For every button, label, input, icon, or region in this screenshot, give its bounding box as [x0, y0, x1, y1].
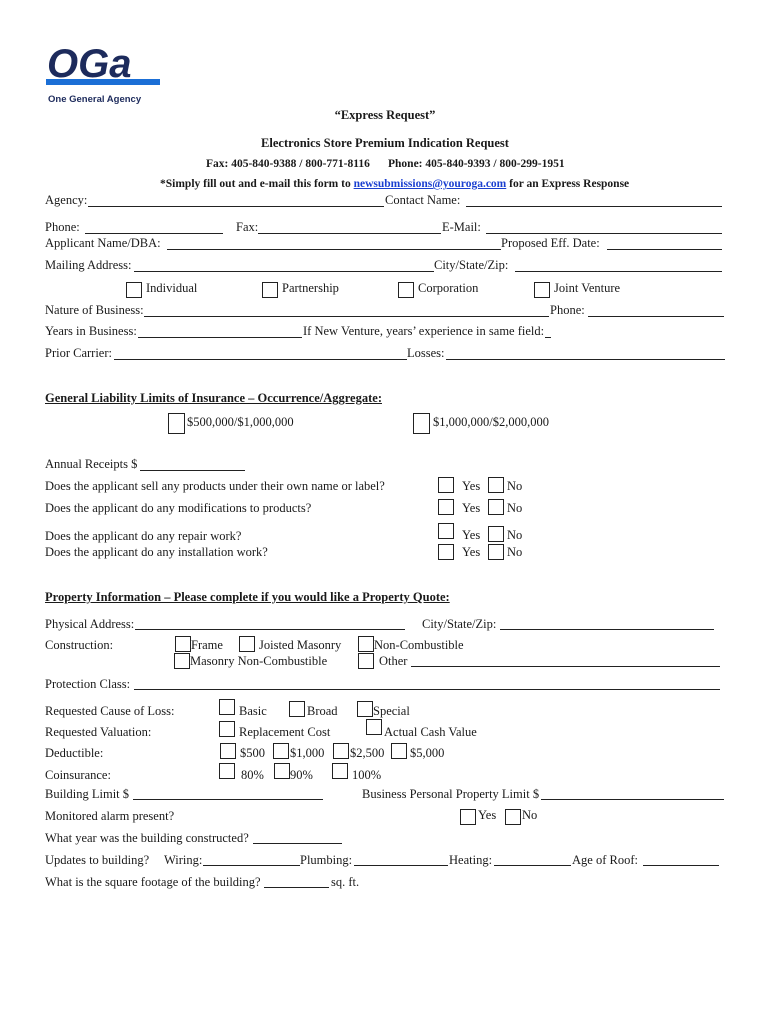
- repair-no-label: No: [507, 528, 523, 542]
- coinsurance-80-checkbox[interactable]: [219, 763, 235, 779]
- own-label-no-checkbox[interactable]: [488, 477, 504, 493]
- basic-checkbox[interactable]: [219, 699, 235, 715]
- email-label: E-Mail:: [442, 220, 481, 234]
- corporation-checkbox[interactable]: [398, 282, 414, 298]
- proposed-eff-date-field[interactable]: [607, 249, 722, 250]
- non-combustible-label: Non-Combustible: [374, 638, 464, 652]
- oga-logo: [46, 44, 160, 90]
- joint-venture-label: Joint Venture: [554, 281, 621, 295]
- phone-field[interactable]: [85, 233, 223, 234]
- agency-label: Agency:: [45, 193, 88, 207]
- logo-text: OGa: [47, 44, 132, 86]
- other-label: Other: [379, 654, 408, 668]
- question-own-label: Does the applicant sell any products under their own name or label?: [45, 479, 385, 493]
- plumbing-field[interactable]: [354, 865, 448, 866]
- coinsurance-90-label: 90%: [290, 768, 313, 782]
- applicant-name-label: Applicant Name/DBA:: [45, 236, 161, 250]
- actual-cash-value-checkbox[interactable]: [366, 719, 382, 735]
- non-combustible-checkbox[interactable]: [358, 636, 374, 652]
- cause-of-loss-label: Requested Cause of Loss:: [45, 704, 175, 718]
- instruction-line: [160, 177, 629, 191]
- nature-of-business-label: Nature of Business:: [45, 303, 144, 317]
- years-in-business-label: Years in Business:: [45, 324, 137, 338]
- logo-subtitle: One General Agency: [48, 94, 142, 105]
- physical-address-field[interactable]: [135, 629, 405, 630]
- physical-address-label: Physical Address:: [45, 617, 135, 631]
- agency-field[interactable]: [88, 206, 384, 207]
- individual-checkbox[interactable]: [126, 282, 142, 298]
- liability-heading: General Liability Limits of Insurance – Occurrence/Aggregate:: [45, 391, 382, 405]
- own-label-yes-label: Yes: [462, 479, 481, 493]
- own-label-yes-checkbox[interactable]: [438, 477, 454, 493]
- square-footage-label: What is the square footage of the building?: [45, 875, 261, 889]
- limit-500k-label: $500,000/$1,000,000: [187, 415, 294, 429]
- installation-no-checkbox[interactable]: [488, 544, 504, 560]
- coinsurance-100-checkbox[interactable]: [332, 763, 348, 779]
- heating-label: Heating:: [449, 853, 493, 867]
- deductible-1000-label: $1,000: [290, 746, 325, 760]
- bpp-limit-field[interactable]: [541, 799, 724, 800]
- construction-label: Construction:: [45, 638, 114, 652]
- special-checkbox[interactable]: [357, 701, 373, 717]
- special-label: Special: [373, 704, 410, 718]
- proposed-eff-date-label: Proposed Eff. Date:: [501, 236, 600, 250]
- new-venture-label: If New Venture, years’ experience in same field:: [303, 324, 545, 338]
- modifications-yes-checkbox[interactable]: [438, 499, 454, 515]
- year-built-field[interactable]: [253, 843, 342, 844]
- mailing-address-label: Mailing Address:: [45, 258, 132, 272]
- limit-1m-label: $1,000,000/$2,000,000: [433, 415, 549, 429]
- mailing-address-field[interactable]: [134, 271, 434, 272]
- monitored-alarm-label: Monitored alarm present?: [45, 809, 175, 823]
- building-limit-label: Building Limit $: [45, 787, 130, 801]
- city-state-zip-label: City/State/Zip:: [434, 258, 509, 272]
- deductible-500-label: $500: [240, 746, 265, 760]
- fax-field[interactable]: [258, 233, 441, 234]
- building-limit-field[interactable]: [133, 799, 323, 800]
- deductible-500-checkbox[interactable]: [220, 743, 236, 759]
- years-in-business-field[interactable]: [138, 337, 302, 338]
- actual-cash-value-label: Actual Cash Value: [384, 725, 477, 739]
- installation-no-label: No: [507, 545, 523, 559]
- phone2-field[interactable]: [588, 316, 724, 317]
- sq-ft-label: sq. ft.: [331, 875, 360, 889]
- new-venture-field[interactable]: [545, 337, 551, 338]
- property-heading: Property Information – Please complete if you would like a Property Quote:: [45, 590, 450, 604]
- joisted-masonry-label: Joisted Masonry: [259, 638, 342, 652]
- year-built-label: What year was the building constructed?: [45, 831, 249, 845]
- frame-label: Frame: [191, 638, 223, 652]
- masonry-non-combustible-checkbox[interactable]: [174, 653, 190, 669]
- individual-label: Individual: [146, 281, 198, 295]
- contact-name-label: Contact Name:: [385, 193, 461, 207]
- replacement-cost-checkbox[interactable]: [219, 721, 235, 737]
- age-of-roof-field[interactable]: [643, 865, 719, 866]
- question-repair: Does the applicant do any repair work?: [45, 529, 242, 543]
- annual-receipts-label: Annual Receipts $: [45, 457, 138, 471]
- plumbing-label: Plumbing:: [300, 853, 353, 867]
- deductible-label: Deductible:: [45, 746, 104, 760]
- broad-label: Broad: [307, 704, 338, 718]
- installation-yes-label: Yes: [462, 545, 481, 559]
- wiring-label: Wiring:: [164, 853, 203, 867]
- form-subtitle: Electronics Store Premium Indication Request: [261, 136, 509, 150]
- corporation-label: Corporation: [418, 281, 479, 295]
- alarm-yes-label: Yes: [478, 808, 497, 822]
- broad-checkbox[interactable]: [289, 701, 305, 717]
- own-label-no-label: No: [507, 479, 523, 493]
- replacement-cost-label: Replacement Cost: [239, 725, 331, 739]
- bpp-limit-label: Business Personal Property Limit $: [362, 787, 540, 801]
- header-fax: Fax: 405-840-9388 / 800-771-8116: [206, 158, 370, 170]
- deductible-5000-checkbox[interactable]: [391, 743, 407, 759]
- instruction-pre: *Simply fill out and e-mail this form to: [160, 178, 354, 190]
- masonry-non-combustible-label: Masonry Non-Combustible: [190, 654, 328, 668]
- modifications-yes-label: Yes: [462, 501, 481, 515]
- city-state-zip-field[interactable]: [515, 271, 722, 272]
- partnership-label: Partnership: [282, 281, 339, 295]
- phone-label: Phone:: [45, 220, 80, 234]
- deductible-2500-label: $2,500: [350, 746, 385, 760]
- updates-label: Updates to building?: [45, 853, 150, 867]
- protection-class-field[interactable]: [134, 689, 720, 690]
- joisted-masonry-checkbox[interactable]: [239, 636, 255, 652]
- coinsurance-label: Coinsurance:: [45, 768, 111, 782]
- limit-1m-checkbox[interactable]: [413, 413, 430, 434]
- repair-yes-checkbox[interactable]: [438, 523, 454, 539]
- deductible-2500-checkbox[interactable]: [333, 743, 349, 759]
- coinsurance-100-label: 100%: [352, 768, 382, 782]
- property-city-label: City/State/Zip:: [422, 617, 497, 631]
- age-of-roof-label: Age of Roof:: [572, 853, 638, 867]
- nature-of-business-field[interactable]: [144, 316, 549, 317]
- basic-label: Basic: [239, 704, 267, 718]
- losses-label: Losses:: [407, 346, 445, 360]
- prior-carrier-label: Prior Carrier:: [45, 346, 112, 360]
- applicant-name-field[interactable]: [167, 249, 501, 250]
- partnership-checkbox[interactable]: [262, 282, 278, 298]
- header-phone: Phone: 405-840-9393 / 800-299-1951: [388, 158, 565, 170]
- modifications-no-label: No: [507, 501, 523, 515]
- heating-field[interactable]: [494, 865, 571, 866]
- property-city-field[interactable]: [500, 629, 714, 630]
- joint-venture-checkbox[interactable]: [534, 282, 550, 298]
- email-field[interactable]: [486, 233, 722, 234]
- form-title: “Express Request”: [334, 108, 436, 122]
- protection-class-label: Protection Class:: [45, 677, 131, 691]
- repair-yes-label: Yes: [462, 528, 481, 542]
- wiring-field[interactable]: [203, 865, 300, 866]
- square-footage-field[interactable]: [264, 887, 329, 888]
- limit-500k-checkbox[interactable]: [168, 413, 185, 434]
- other-checkbox[interactable]: [358, 653, 374, 669]
- alarm-yes-checkbox[interactable]: [460, 809, 476, 825]
- alarm-no-label: No: [522, 808, 538, 822]
- contact-name-field[interactable]: [466, 206, 722, 207]
- prior-carrier-field[interactable]: [114, 359, 407, 360]
- frame-checkbox[interactable]: [175, 636, 191, 652]
- coinsurance-90-checkbox[interactable]: [274, 763, 290, 779]
- coinsurance-80-label: 80%: [241, 768, 264, 782]
- installation-yes-checkbox[interactable]: [438, 544, 454, 560]
- instruction-post: for an Express Response: [506, 178, 630, 190]
- annual-receipts-field[interactable]: [140, 470, 245, 471]
- phone2-label: Phone:: [550, 303, 585, 317]
- deductible-1000-checkbox[interactable]: [273, 743, 289, 759]
- question-installation: Does the applicant do any installation work?: [45, 545, 268, 559]
- repair-no-checkbox[interactable]: [488, 526, 504, 542]
- losses-field[interactable]: [446, 359, 725, 360]
- question-modifications: Does the applicant do any modifications to products?: [45, 501, 312, 515]
- valuation-label: Requested Valuation:: [45, 725, 152, 739]
- deductible-5000-label: $5,000: [410, 746, 445, 760]
- submission-email-link[interactable]: newsubmissions@youroga.com: [353, 178, 507, 190]
- other-field[interactable]: [411, 666, 720, 667]
- fax-label: Fax:: [236, 220, 259, 234]
- alarm-no-checkbox[interactable]: [505, 809, 521, 825]
- modifications-no-checkbox[interactable]: [488, 499, 504, 515]
